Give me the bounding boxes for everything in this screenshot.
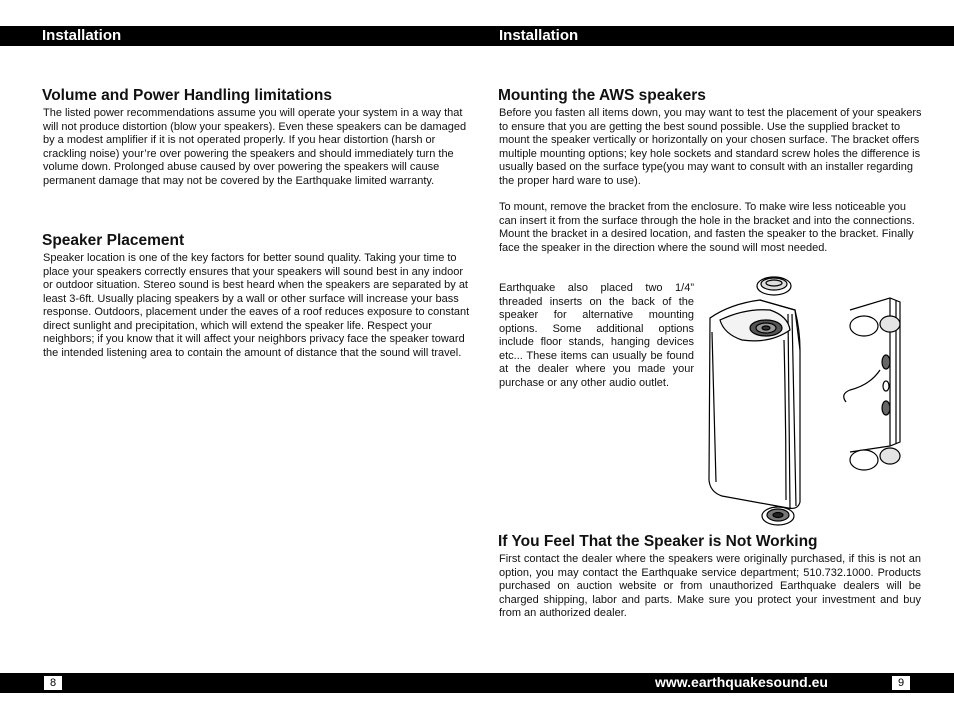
header-bar bbox=[0, 26, 954, 46]
mounting-paragraph-2: To mount, remove the bracket from the enclosure. To make wire less noticeable you can insert it from the surface through the hole in the bracket and into the connections. Mount the bracket in a desired location, and fasten the speaker to the bracket. Finally face the speaker in the direction where the sound will most needed. bbox=[499, 201, 915, 254]
website-url[interactable]: www.earthquakesound.eu bbox=[655, 674, 828, 690]
right-section-title: Installation bbox=[499, 27, 579, 44]
left-page-number: 8 bbox=[44, 676, 62, 690]
volume-heading: Volume and Power Handling limitations bbox=[42, 87, 332, 104]
mounting-paragraph-3: Earthquake also placed two 1/4” threaded inserts on the back of the speaker for alternative mounting options. Some additional options include floor stands, hanging devices etc... These items can usually be found at the dealer where you made your purchase or any other audio outlet. bbox=[499, 282, 694, 389]
left-section-title: Installation bbox=[42, 27, 122, 44]
mounting-heading: Mounting the AWS speakers bbox=[498, 87, 706, 104]
trouble-heading: If You Feel That the Speaker is Not Working bbox=[498, 533, 818, 550]
right-page-number: 9 bbox=[892, 676, 910, 690]
speaker-illustration bbox=[700, 270, 920, 530]
placement-paragraph: Speaker location is one of the key factors for better sound quality. Taking your time to place your speakers correctly ensures that your speakers will sound best in any indoor or outdoor situation. Stereo sound is best heard when the speakers are separated by at least 3-6ft. Usually placing speakers by a wall or other surface will increase your bass response. Outdoors, placement under the eaves of a roof reduces exposure to constant direct sunlight and precipitation, which will extend the speaker life. Respect your neighbors; if you know that it will affect your neighbors privacy face the speaker toward the intended listening area to contain the amount of distance that the sound will travel. bbox=[43, 252, 470, 359]
footer-bar bbox=[0, 673, 954, 693]
trouble-paragraph: First contact the dealer where the speakers were originally purchased, if this is not an option, you may contact the Earthquake service department; 510.732.1000. Products purchased on auction website or from unauthorized Earthquake dealers will be charged shipping, labor and parts. Make sure you protect your investment and buy from an authorized dealer. bbox=[499, 553, 921, 619]
mounting-paragraph-1: Before you fasten all items down, you may want to test the placement of your speakers to ensure that you are getting the best sound possible. Use the supplied bracket to mount the speaker vertically or horizontally on your chosen surface. The bracket offers multiple mounting options; key hole sockets and standard screw holes the difference is usually based on the surface type(you may want to consult with an installer regarding the proper hard ware to use). bbox=[499, 107, 922, 187]
placement-heading: Speaker Placement bbox=[42, 232, 185, 249]
volume-paragraph: The listed power recommendations assume you will operate your system in a way that will not produce distortion (blow your speakers). Even these speakers can be damaged by a modest amplifier if it is not operated properly. If you hear distortion (harsh or crackling noise) your’re over powering the speakers and should immediately turn the volume down. Prolonged abuse caused by over powering the speakers will cause permanent damage that may not be covered by the Earthquake limited warranty. bbox=[43, 107, 467, 187]
